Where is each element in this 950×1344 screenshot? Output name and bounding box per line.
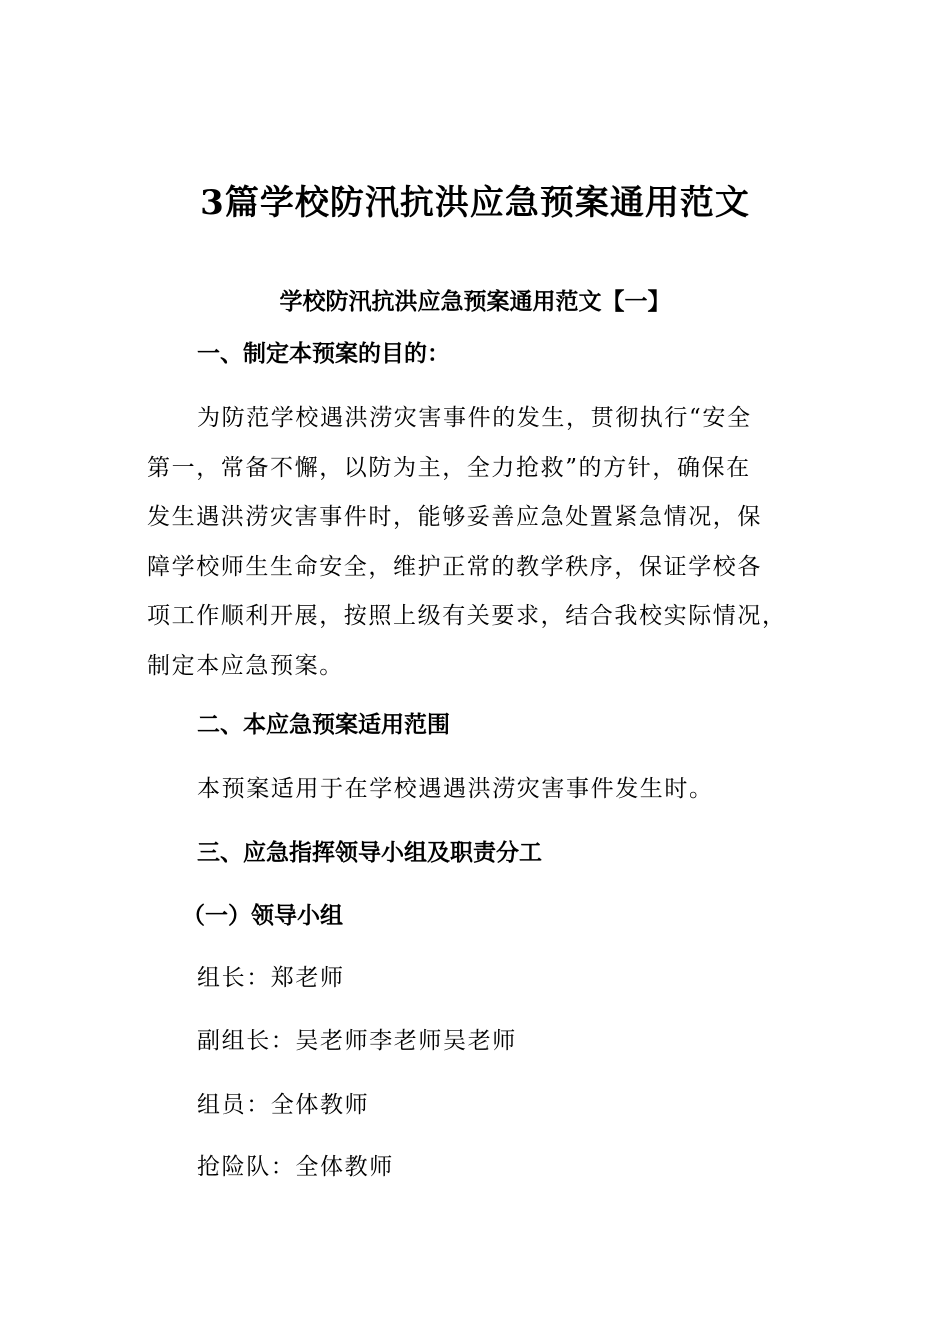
paragraph-purpose — [147, 394, 797, 691]
paragraph-line: 为防范学校遇洪涝灾害事件的发生，贯彻执行“安全 — [197, 405, 752, 431]
document-title: 3篇学校防汛抗洪应急预案通用范文 — [200, 183, 750, 223]
heading-scope: 二、本应急预案适用范围 — [197, 711, 450, 738]
paragraph-line: 制定本应急预案。 — [147, 652, 344, 679]
heading-command-group: 三、应急指挥领导小组及职责分工 — [197, 839, 542, 866]
group-members: 组员：全体教师 — [197, 1092, 370, 1118]
paragraph-line: 项工作顺利开展，按照上级有关要求，结合我校实际情况， — [147, 603, 787, 629]
paragraph-scope: 本预案适用于在学校遇遇洪涝灾害事件发生时。 — [197, 776, 714, 802]
subheading-leadership-group: （一）领导小组 — [182, 902, 343, 929]
paragraph-line: 障学校师生生命安全，维护正常的教学秩序，保证学校各 — [147, 553, 762, 580]
section-title: 学校防汛抗洪应急预案通用范文【一】 — [279, 288, 671, 315]
paragraph-line: 第一，常备不懈，以防为主，全力抢救”的方针，确保在 — [147, 454, 751, 481]
rescue-team: 抢险队：全体教师 — [197, 1154, 394, 1180]
group-leader: 组长：郑老师 — [197, 965, 345, 991]
heading-purpose: 一、制定本预案的目的： — [197, 340, 450, 367]
deputy-group-leader: 副组长：吴老师李老师吴老师 — [197, 1028, 517, 1054]
paragraph-line: 发生遇洪涝灾害事件时，能够妥善应急处置紧急情况，保 — [147, 504, 762, 530]
